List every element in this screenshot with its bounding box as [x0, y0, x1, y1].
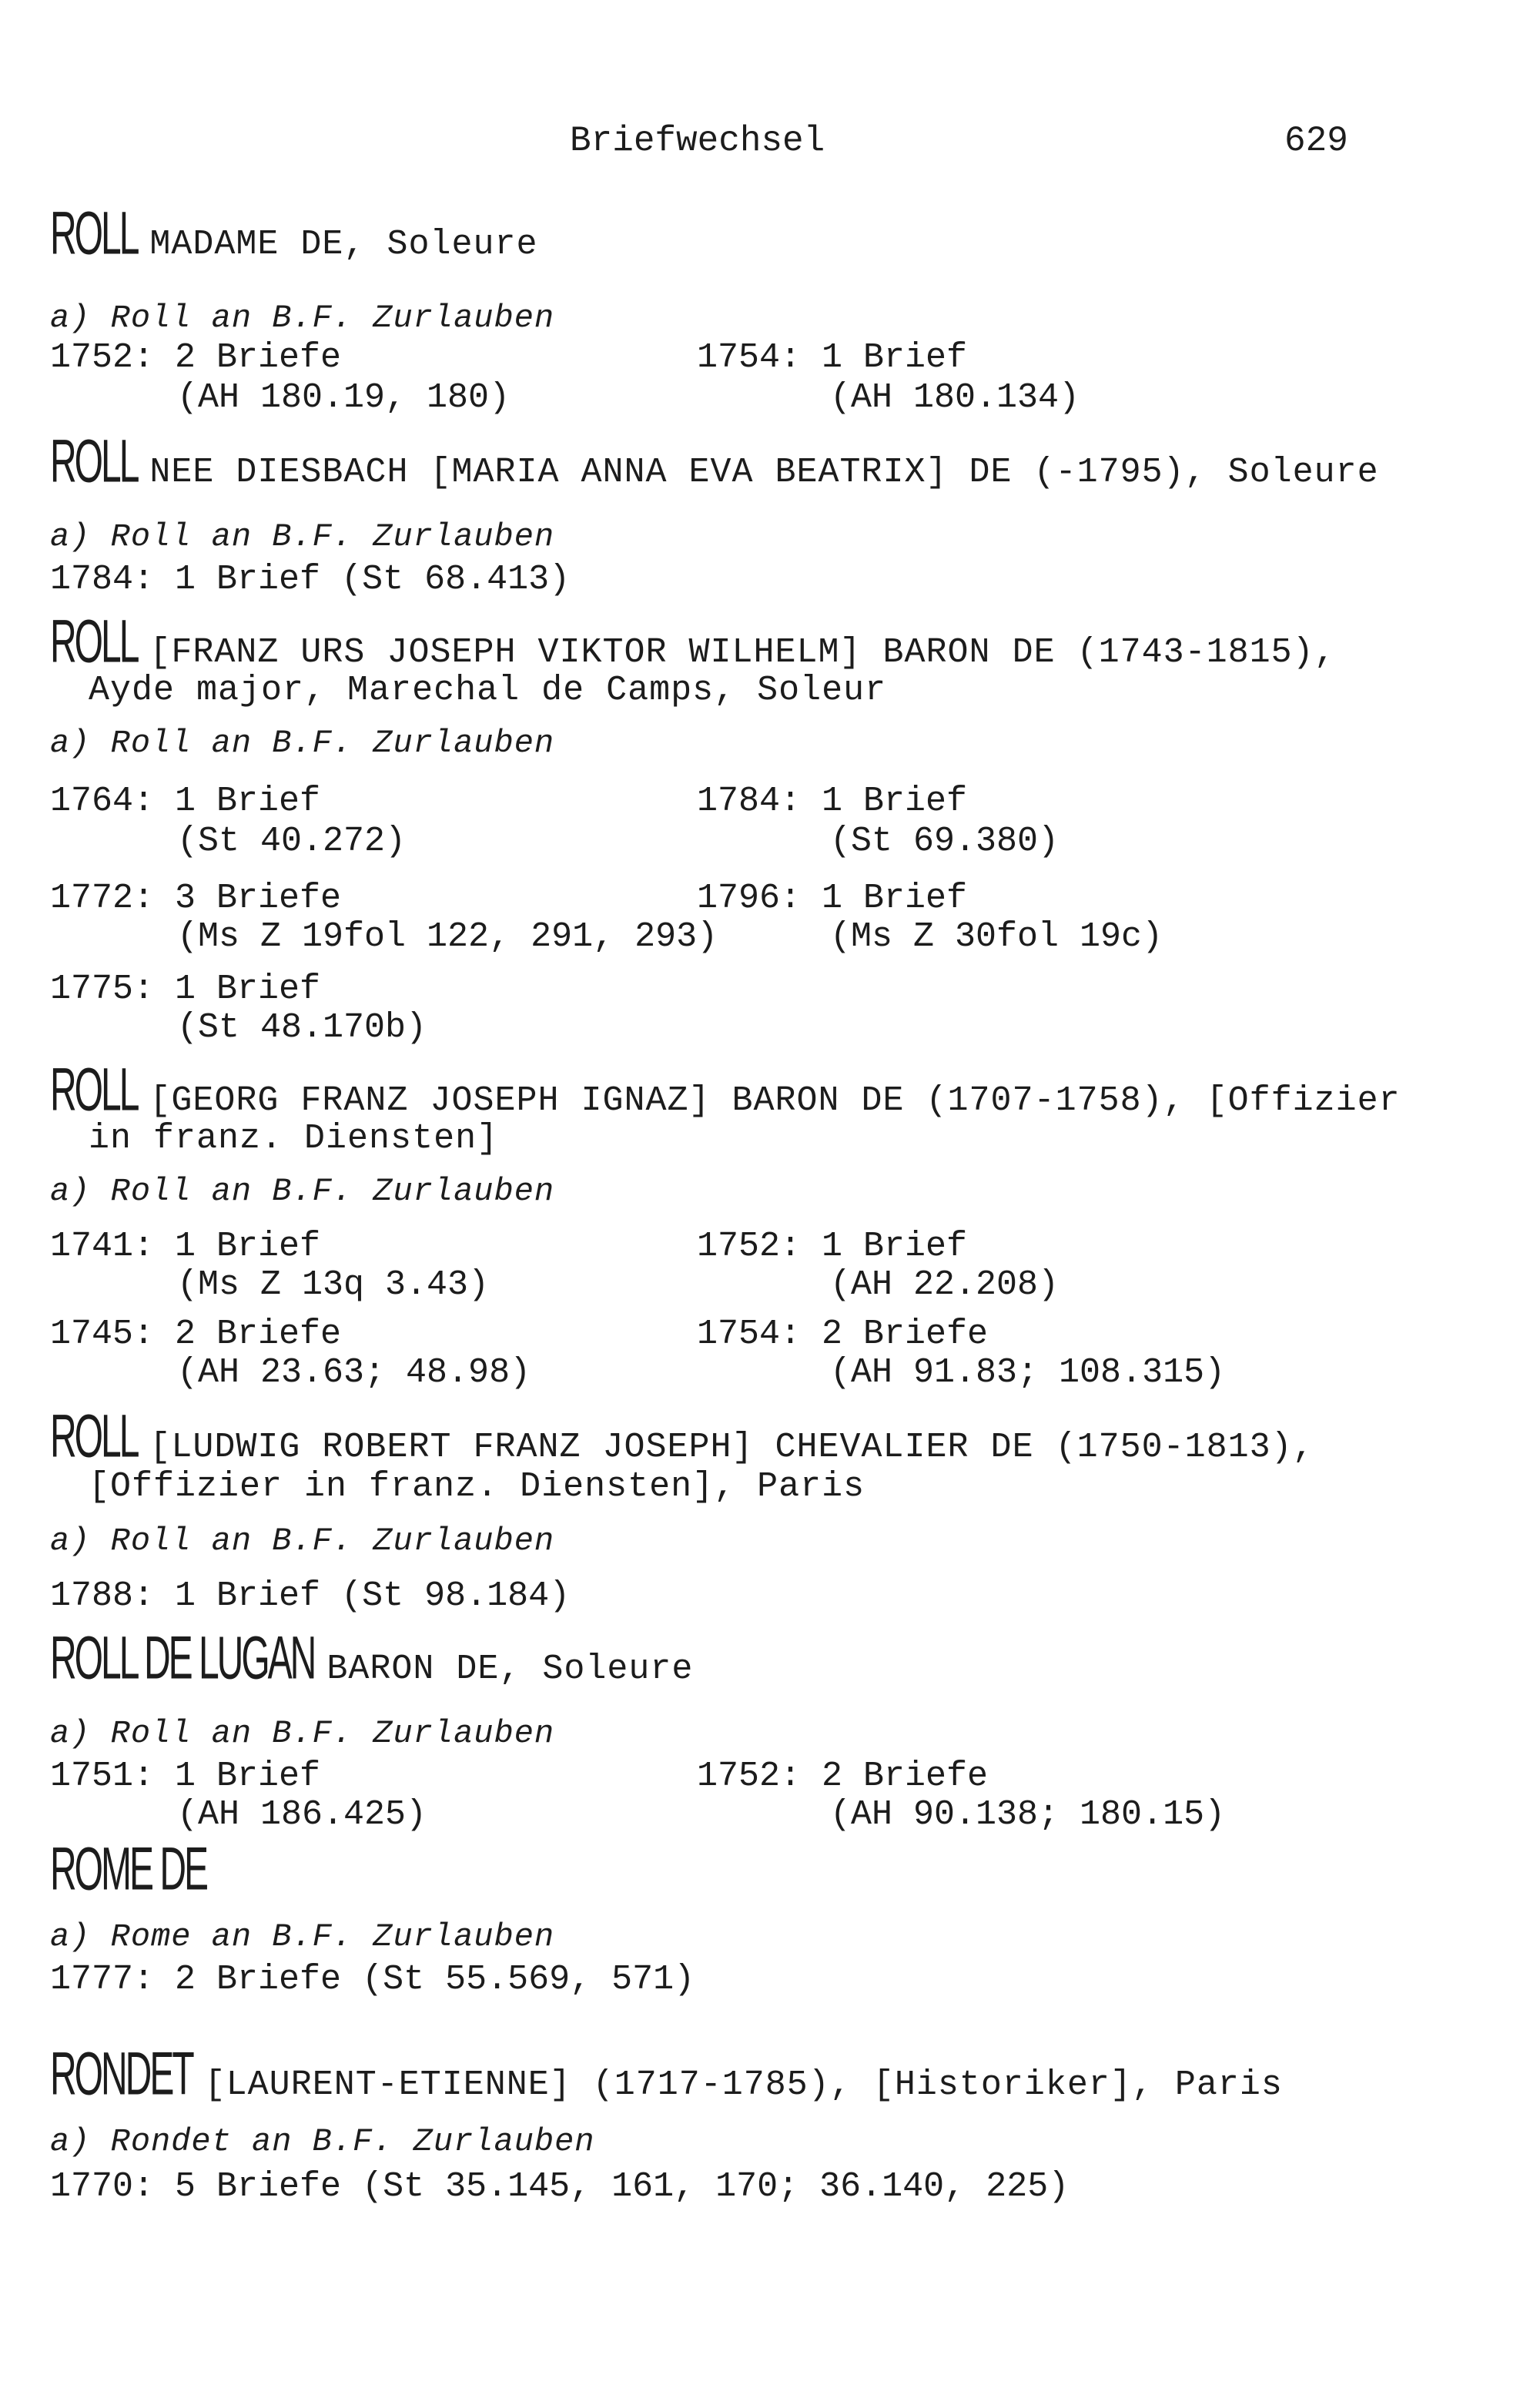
record-ref: (Ms Z 30fol 19c)	[830, 917, 1163, 956]
entry-heading	[50, 608, 1336, 676]
entry-heading-line2: in franz. Diensten]	[89, 1119, 499, 1158]
record-year: 1752: 2 Briefe	[50, 338, 342, 377]
record-year: 1745: 2 Briefe	[50, 1315, 342, 1354]
record-ref: (AH 180.19, 180)	[177, 378, 511, 417]
entry-heading	[50, 2041, 1283, 2109]
entry-surname: ROLL	[50, 608, 138, 676]
page-number: 629	[1284, 121, 1348, 161]
entry-heading-rest: MADAME DE, Soleure	[149, 225, 538, 264]
record-year: 1772: 3 Briefe	[50, 879, 342, 918]
entry-heading-rest: [LAURENT-ETIENNE] (1717-1785), [Historiker], Paris	[204, 2065, 1283, 2105]
record-ref: (AH 90.138; 180.15)	[830, 1795, 1226, 1834]
record-year: 1764: 1 Brief	[50, 782, 321, 821]
record-year: 1754: 2 Briefe	[697, 1315, 989, 1354]
sender-line: a) Roll an B.F. Zurlauben	[50, 725, 555, 762]
sender-line: a) Roll an B.F. Zurlauben	[50, 1715, 555, 1752]
sender-line: a) Roll an B.F. Zurlauben	[50, 1522, 555, 1559]
record-ref: (AH 91.83; 108.315)	[830, 1353, 1226, 1392]
record-year: 1784: 1 Brief (St 68.413)	[50, 560, 571, 599]
entry-heading	[50, 1836, 219, 1904]
record-year: 1770: 5 Briefe (St 35.145, 161, 170; 36.140, 225)	[50, 2167, 1070, 2206]
entry-heading	[50, 200, 538, 268]
entry-heading-rest: NEE DIESBACH [MARIA ANNA EVA BEATRIX] DE (-1795), Soleure	[149, 453, 1379, 492]
record-ref: (Ms Z 19fol 122, 291, 293)	[177, 917, 718, 956]
record-year: 1784: 1 Brief	[697, 782, 968, 821]
record-year: 1752: 2 Briefe	[697, 1757, 989, 1796]
record-ref: (AH 23.63; 48.98)	[177, 1353, 531, 1392]
entry-heading-rest: [FRANZ URS JOSEPH VIKTOR WILHELM] BARON DE (1743-1815),	[149, 633, 1336, 672]
record-ref: (St 48.170b)	[177, 1008, 427, 1047]
record-ref: (AH 186.425)	[177, 1795, 427, 1834]
entry-surname: RONDET	[50, 2041, 192, 2109]
record-year: 1752: 1 Brief	[697, 1227, 968, 1266]
entry-heading	[50, 1625, 694, 1693]
record-year: 1751: 1 Brief	[50, 1757, 321, 1796]
entry-heading	[50, 428, 1379, 496]
record-ref: (AH 180.134)	[830, 378, 1080, 417]
entry-heading-rest: [LUDWIG ROBERT FRANZ JOSEPH] CHEVALIER DE (1750-1813),	[149, 1428, 1314, 1467]
record-year: 1775: 1 Brief	[50, 970, 321, 1009]
record-year: 1777: 2 Briefe (St 55.569, 571)	[50, 1960, 695, 1999]
sender-line: a) Rondet an B.F. Zurlauben	[50, 2123, 595, 2160]
entry-surname: ROME DE	[50, 1836, 207, 1904]
record-year: 1741: 1 Brief	[50, 1227, 321, 1266]
page-header-title: Briefwechsel	[570, 121, 825, 161]
entry-heading-rest: BARON DE, Soleure	[326, 1650, 694, 1689]
sender-line: a) Rome an B.F. Zurlauben	[50, 1918, 555, 1955]
sender-line: a) Roll an B.F. Zurlauben	[50, 518, 555, 555]
entry-heading-rest: [GEORG FRANZ JOSEPH IGNAZ] BARON DE (1707-1758), [Offizier	[149, 1081, 1401, 1120]
entry-surname: ROLL	[50, 1057, 138, 1124]
record-year: 1754: 1 Brief	[697, 338, 968, 377]
entry-heading	[50, 1057, 1401, 1124]
record-year: 1788: 1 Brief (St 98.184)	[50, 1576, 571, 1616]
record-ref: (AH 22.208)	[830, 1265, 1060, 1305]
entry-heading-line2: Ayde major, Marechal de Camps, Soleur	[89, 671, 887, 710]
entry-surname: ROLL	[50, 1403, 138, 1471]
entry-surname: ROLL	[50, 428, 138, 496]
entry-heading-line2: [Offizier in franz. Diensten], Paris	[89, 1467, 865, 1506]
sender-line: a) Roll an B.F. Zurlauben	[50, 1173, 555, 1210]
record-year: 1796: 1 Brief	[697, 879, 968, 918]
sender-line: a) Roll an B.F. Zurlauben	[50, 300, 555, 337]
entry-surname: ROLL DE LUGAN	[50, 1625, 315, 1693]
entry-surname: ROLL	[50, 200, 138, 268]
record-ref: (St 69.380)	[830, 822, 1060, 861]
record-ref: (Ms Z 13q 3.43)	[177, 1265, 490, 1305]
entry-heading	[50, 1403, 1314, 1471]
record-ref: (St 40.272)	[177, 822, 407, 861]
